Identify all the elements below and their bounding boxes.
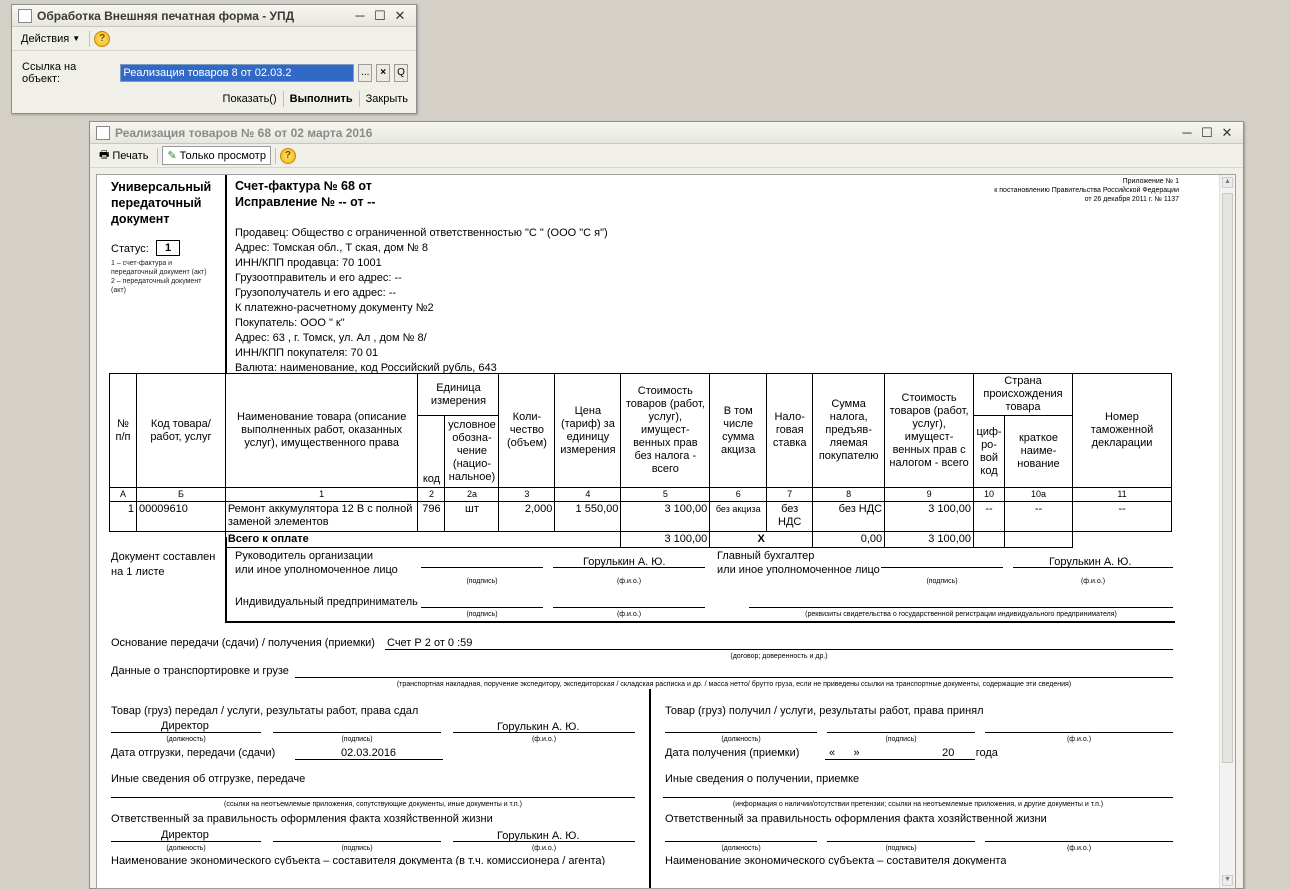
buyer: Покупатель: ООО " к"	[235, 317, 345, 329]
col-qty-header: Коли-чество (объем)	[499, 374, 555, 488]
col-number: 10а	[1005, 488, 1073, 502]
appendix-line: к постановлению Правительства Российской Федерации	[994, 187, 1179, 194]
status-value: 1	[156, 240, 180, 256]
transport-line	[295, 677, 1173, 678]
upd-title-line: передаточный	[111, 196, 202, 210]
help-icon[interactable]: ?	[280, 148, 296, 164]
seller-inn: ИНН/КПП продавца: 70 1001	[235, 257, 382, 269]
rresp-fio-line	[985, 841, 1173, 842]
view-only-label: Только просмотр	[179, 149, 266, 162]
buyer-address: Адрес: 63 , г. Томск, ул. Ал , дом № 8/	[235, 332, 427, 344]
cell-country-name: --	[1005, 502, 1073, 532]
upd-title-line: документ	[111, 212, 170, 226]
col-cost-header: Стоимость товаров (работ, услуг), имущест-венных прав без налога - всего	[621, 374, 710, 488]
scroll-up-icon[interactable]: ▲	[1222, 177, 1233, 188]
total-cost: 3 100,00	[621, 532, 710, 548]
processing-titlebar	[12, 5, 416, 27]
cell-num: 1	[110, 502, 137, 532]
resp-sign-line	[273, 841, 441, 842]
toolbar-divider	[157, 148, 158, 164]
other-ship-label: Иные сведения об отгрузке, передаче	[111, 773, 306, 785]
total-label: Всего к оплате	[225, 532, 621, 548]
seller: Продавец: Общество с ограниченной ответственностью "С " (ООО "С я")	[235, 227, 608, 239]
ship-date-label: Дата отгрузки, передачи (сдачи)	[111, 747, 276, 759]
ship-date-line	[295, 759, 443, 760]
caption: (ф.и.о.)	[1066, 736, 1092, 743]
total-cost-tax: 3 100,00	[885, 532, 974, 548]
doc-composed-line: на 1 листе	[111, 566, 165, 578]
head-label	[235, 549, 398, 577]
caption: (должность)	[721, 736, 761, 743]
object-ref-input[interactable]	[120, 64, 354, 82]
col-name-header: Наименование товара (описание выполненных работ, оказанных услуг), имущественного права	[225, 374, 418, 488]
caption: (ф.и.о.)	[531, 736, 557, 743]
col-number: 2а	[445, 488, 499, 502]
invoice-title: Счет-фактура № 68 от	[235, 179, 372, 193]
head-sign-line	[421, 567, 543, 568]
bottom-divider	[283, 91, 284, 107]
resp-position-line	[111, 841, 261, 842]
appendix-note	[994, 177, 1179, 204]
vertical-scrollbar[interactable]	[1219, 175, 1235, 888]
status-label: Статус:	[111, 243, 149, 255]
col-countrycode-header: циф-ро-вой код	[974, 416, 1005, 488]
status-note-line: 2 – передаточный документ	[111, 278, 202, 285]
caption: (подпись)	[926, 578, 958, 585]
total-excise: Х	[710, 532, 813, 548]
bottom-divider	[359, 91, 360, 107]
col-taxsum-header: Сумма налога, предъяв-ляемая покупателю	[813, 374, 885, 488]
open-icon[interactable]: Q	[394, 64, 408, 82]
head-label-line: Руководитель организации	[235, 550, 374, 562]
object-ref-value: Реализация товаров 8 от 02.03.2	[121, 65, 353, 81]
sender-position-line	[111, 732, 261, 733]
sign-divider	[225, 537, 227, 623]
caption: (должность)	[166, 736, 206, 743]
cell-customs: --	[1072, 502, 1171, 532]
appendix-line: Приложение № 1	[1122, 178, 1179, 185]
table-row	[110, 502, 1172, 532]
object-ref-row	[12, 51, 416, 85]
col-countryname-header: краткое наиме-нование	[1005, 416, 1073, 488]
minimize-icon[interactable]: ─	[1182, 125, 1192, 140]
invoice-details	[235, 226, 608, 376]
shipper: Грузоотправитель и его адрес: --	[235, 272, 402, 284]
caption: (подпись)	[466, 578, 498, 585]
caption: (ссылки на неотъемлемые приложения, сопутствующие документы, иные документы и т.п.)	[223, 801, 522, 808]
col-number: 2	[418, 488, 445, 502]
printer-icon: 🖶	[99, 149, 110, 161]
chevron-down-icon: ▼	[72, 34, 81, 43]
caption: (ф.и.о.)	[1066, 845, 1092, 852]
cell-unit-name: шт	[445, 502, 499, 532]
maximize-icon[interactable]: ☐	[374, 7, 386, 23]
cell-price: 1 550,00	[555, 502, 621, 532]
cell-tax-sum: без НДС	[813, 502, 885, 532]
col-number: 5	[621, 488, 710, 502]
cell-excise: без акциза	[710, 502, 767, 532]
cell-qty: 2,000	[499, 502, 555, 532]
col-number: Б	[136, 488, 225, 502]
col-customs-header: Номер таможенной декларации	[1072, 374, 1171, 488]
responsible-right-label: Ответственный за правильность оформления факта хозяйственной жизни	[665, 813, 1047, 825]
processing-window	[11, 4, 417, 114]
window-title: Обработка Внешняя печатная форма - УПД	[37, 8, 295, 23]
toolbar-divider	[89, 31, 90, 47]
upd-title-line: Универсальный	[111, 180, 212, 194]
middle-divider	[649, 689, 651, 889]
execute-button[interactable]: Выполнить	[289, 93, 353, 105]
acc-name: Горулькин А. Ю.	[1049, 557, 1132, 567]
document-window-title: Реализация товаров № 68 от 02 марта 2016	[115, 125, 373, 140]
show-button[interactable]: Показать()	[222, 93, 277, 105]
caption: (договор; доверенность и др.)	[730, 653, 828, 660]
col-number: 10	[974, 488, 1005, 502]
document-window	[89, 121, 1244, 889]
caption: (ф.и.о.)	[1080, 578, 1106, 585]
col-unitcode-header: код	[418, 416, 445, 488]
recv-date: « » 20 года	[829, 747, 998, 759]
ip-label: Индивидуальный предприниматель	[235, 596, 418, 608]
goods-sent-label: Товар (груз) передал / услуги, результаты работ, права сдал	[111, 705, 419, 717]
col-excise-header: В том числе сумма акциза	[710, 374, 767, 488]
basis-line	[385, 649, 1173, 650]
currency: Валюта: наименование, код Российский рубль, 643	[235, 362, 497, 374]
responsible-position: Директор	[161, 829, 209, 841]
chief-acc-line: Главный бухгалтер	[717, 550, 815, 562]
cell-code: 00009610	[136, 502, 225, 532]
document-titlebar	[90, 122, 1243, 144]
col-unitname-header: условное обозна-чение (нацио-нальное)	[445, 416, 499, 488]
caption: (подпись)	[466, 611, 498, 618]
cell-name: Ремонт аккумулятора 12 В с полной заменой элементов	[225, 502, 418, 532]
payment-doc: К платежно-расчетному документу №2	[235, 302, 434, 314]
header-row	[110, 374, 1172, 416]
header-divider	[225, 175, 227, 373]
scroll-down-icon[interactable]: ▼	[1222, 875, 1233, 886]
acc-sign-line	[881, 567, 1003, 568]
acc-fio-line	[1013, 567, 1173, 568]
caption: (транспортная накладная, поручение экспедитору, экспедиторская / складская расписка и др. / масса нетто/ брутто груза, если не приведены ссылки на транспортные документы, содержащие эти сведения)	[396, 681, 1072, 688]
col-price-header: Цена (тариф) за единицу измерения	[555, 374, 621, 488]
recv-date-label: Дата получения (приемки)	[665, 747, 800, 759]
upd-form	[97, 175, 1217, 889]
recv-sign-line	[827, 732, 975, 733]
other-ship-line	[111, 797, 635, 798]
recv-position-line	[665, 732, 817, 733]
responsible-name: Горулькин А. Ю.	[497, 831, 580, 841]
basis-value: Счет Р 2 от 0 :59	[387, 637, 473, 649]
other-recv-line	[663, 797, 1173, 798]
col-number: 1	[225, 488, 418, 502]
scroll-thumb[interactable]	[1222, 193, 1233, 763]
chief-acc-line: или иное уполномоченное лицо	[717, 564, 880, 576]
close-icon[interactable]: ✕	[394, 7, 406, 23]
head-fio-line	[553, 567, 705, 568]
caption: (подпись)	[885, 736, 917, 743]
caption: (подпись)	[885, 845, 917, 852]
cell-cost: 3 100,00	[621, 502, 710, 532]
col-number: 8	[813, 488, 885, 502]
status-note-line: передаточный документ (акт)	[111, 269, 207, 276]
appendix-line: от 26 декабря 2011 г. № 1137	[1084, 196, 1179, 203]
actions-label: Действия	[21, 32, 70, 45]
column-numbers-row	[110, 488, 1172, 502]
sender-sign-line	[273, 732, 441, 733]
object-ref-label: Ссылка на объект:	[22, 61, 77, 85]
caption: (должность)	[166, 845, 206, 852]
caption: (ф.и.о.)	[616, 578, 642, 585]
window-icon	[18, 9, 32, 23]
ip-fio-line	[553, 607, 705, 608]
caption: (подпись)	[341, 845, 373, 852]
cell-country-code: --	[974, 502, 1005, 532]
col-number: 7	[767, 488, 813, 502]
print-button[interactable]	[94, 143, 153, 168]
rresp-sign-line	[827, 841, 975, 842]
entity-left-label: Наименование экономического субъекта – составителя документа (в т.ч. комиссионера / агента)	[111, 855, 606, 865]
col-num-header: № п/п	[110, 374, 137, 488]
chief-acc-label	[717, 549, 880, 577]
col-code-header: Код товара/ работ, услуг	[136, 374, 225, 488]
status-note-line: (акт)	[111, 287, 126, 294]
col-taxrate-header: Нало-говая ставка	[767, 374, 813, 488]
cell-unit-code: 796	[418, 502, 445, 532]
col-number: 11	[1072, 488, 1171, 502]
cell-cost-tax: 3 100,00	[885, 502, 974, 532]
sender-fio-line	[453, 732, 635, 733]
doc-composed	[111, 550, 215, 580]
buyer-inn: ИНН/КПП покупателя: 70 01	[235, 347, 379, 359]
col-number: 6	[710, 488, 767, 502]
ip-req-line	[749, 607, 1173, 608]
seller-address: Адрес: Томская обл., Т ская, дом № 8	[235, 242, 428, 254]
col-unit-header: Единица измерения	[418, 374, 499, 416]
head-name: Горулькин А. Ю.	[583, 557, 666, 567]
document-toolbar	[90, 144, 1243, 168]
edit-icon: ✎	[167, 150, 177, 162]
sign-bottom-line	[225, 621, 1175, 623]
view-only-toggle[interactable]	[162, 146, 271, 165]
caption: (информация о наличии/отсутствии претензии; ссылки на неотъемлемые приложения, и другие документы и т.п.)	[732, 801, 1104, 808]
upd-title	[111, 179, 211, 227]
clear-icon[interactable]: ×	[376, 64, 390, 82]
col-number: 3	[499, 488, 555, 502]
transport-label: Данные о транспортировке и грузе	[111, 665, 289, 677]
correction-title: Исправление № -- от --	[235, 195, 376, 209]
basis-label: Основание передачи (сдачи) / получения (приемки)	[111, 637, 375, 649]
col-costtax-header: Стоимость товаров (работ, услуг), имущест-венных прав с налогом - всего	[885, 374, 974, 488]
spreadsheet-document[interactable]	[96, 174, 1236, 889]
caption: (ф.и.о.)	[531, 845, 557, 852]
sender-position: Директор	[161, 720, 209, 732]
caption: (должность)	[721, 845, 761, 852]
help-icon[interactable]: ?	[94, 31, 110, 47]
col-number: А	[110, 488, 137, 502]
document-icon	[96, 126, 110, 140]
sender-name: Горулькин А. Ю.	[497, 722, 580, 732]
recv-fio-line	[985, 732, 1173, 733]
cell-tax-rate: без НДС	[767, 502, 813, 532]
minimize-icon[interactable]: ─	[355, 8, 365, 23]
responsible-left-label: Ответственный за правильность оформления факта хозяйственной жизни	[111, 813, 493, 825]
status-note-line: 1 – счет-фактура и	[111, 260, 173, 267]
toolbar-divider	[275, 148, 276, 164]
entity-right-label: Наименование экономического субъекта – составителя документа	[665, 855, 1007, 865]
processing-bottom-bar	[223, 91, 408, 107]
rresp-position-line	[665, 841, 817, 842]
ip-sign-line	[421, 607, 543, 608]
close-button[interactable]: Закрыть	[365, 93, 408, 105]
col-country-header: Страна происхождения товара	[974, 374, 1073, 416]
doc-composed-line: Документ составлен	[111, 551, 216, 563]
actions-menu[interactable]	[16, 30, 85, 48]
print-label: Печать	[112, 149, 149, 162]
resp-fio-line	[453, 841, 635, 842]
other-recv-label: Иные сведения о получении, приемке	[665, 773, 860, 785]
maximize-icon[interactable]: ☐	[1201, 124, 1213, 140]
total-row	[110, 532, 1172, 548]
col-number: 9	[885, 488, 974, 502]
select-button[interactable]: ...	[358, 64, 372, 82]
head-label-line: или иное уполномоченное лицо	[235, 564, 398, 576]
recv-date-line	[825, 759, 975, 760]
ship-date: 02.03.2016	[341, 747, 397, 759]
col-number: 4	[555, 488, 621, 502]
caption: (реквизиты свидетельства о государственной регистрации индивидуального предпринимателя)	[805, 611, 1117, 618]
total-tax-sum: 0,00	[813, 532, 885, 548]
goods-recv-label: Товар (груз) получил / услуги, результаты работ, права принял	[665, 705, 984, 717]
processing-toolbar	[12, 27, 416, 51]
caption: (подпись)	[341, 736, 373, 743]
invoice-table	[109, 373, 1172, 548]
status-note	[111, 259, 207, 295]
caption: (ф.и.о.)	[616, 611, 642, 618]
consignee: Грузополучатель и его адрес: --	[235, 287, 397, 299]
close-icon[interactable]: ✕	[1221, 124, 1233, 140]
